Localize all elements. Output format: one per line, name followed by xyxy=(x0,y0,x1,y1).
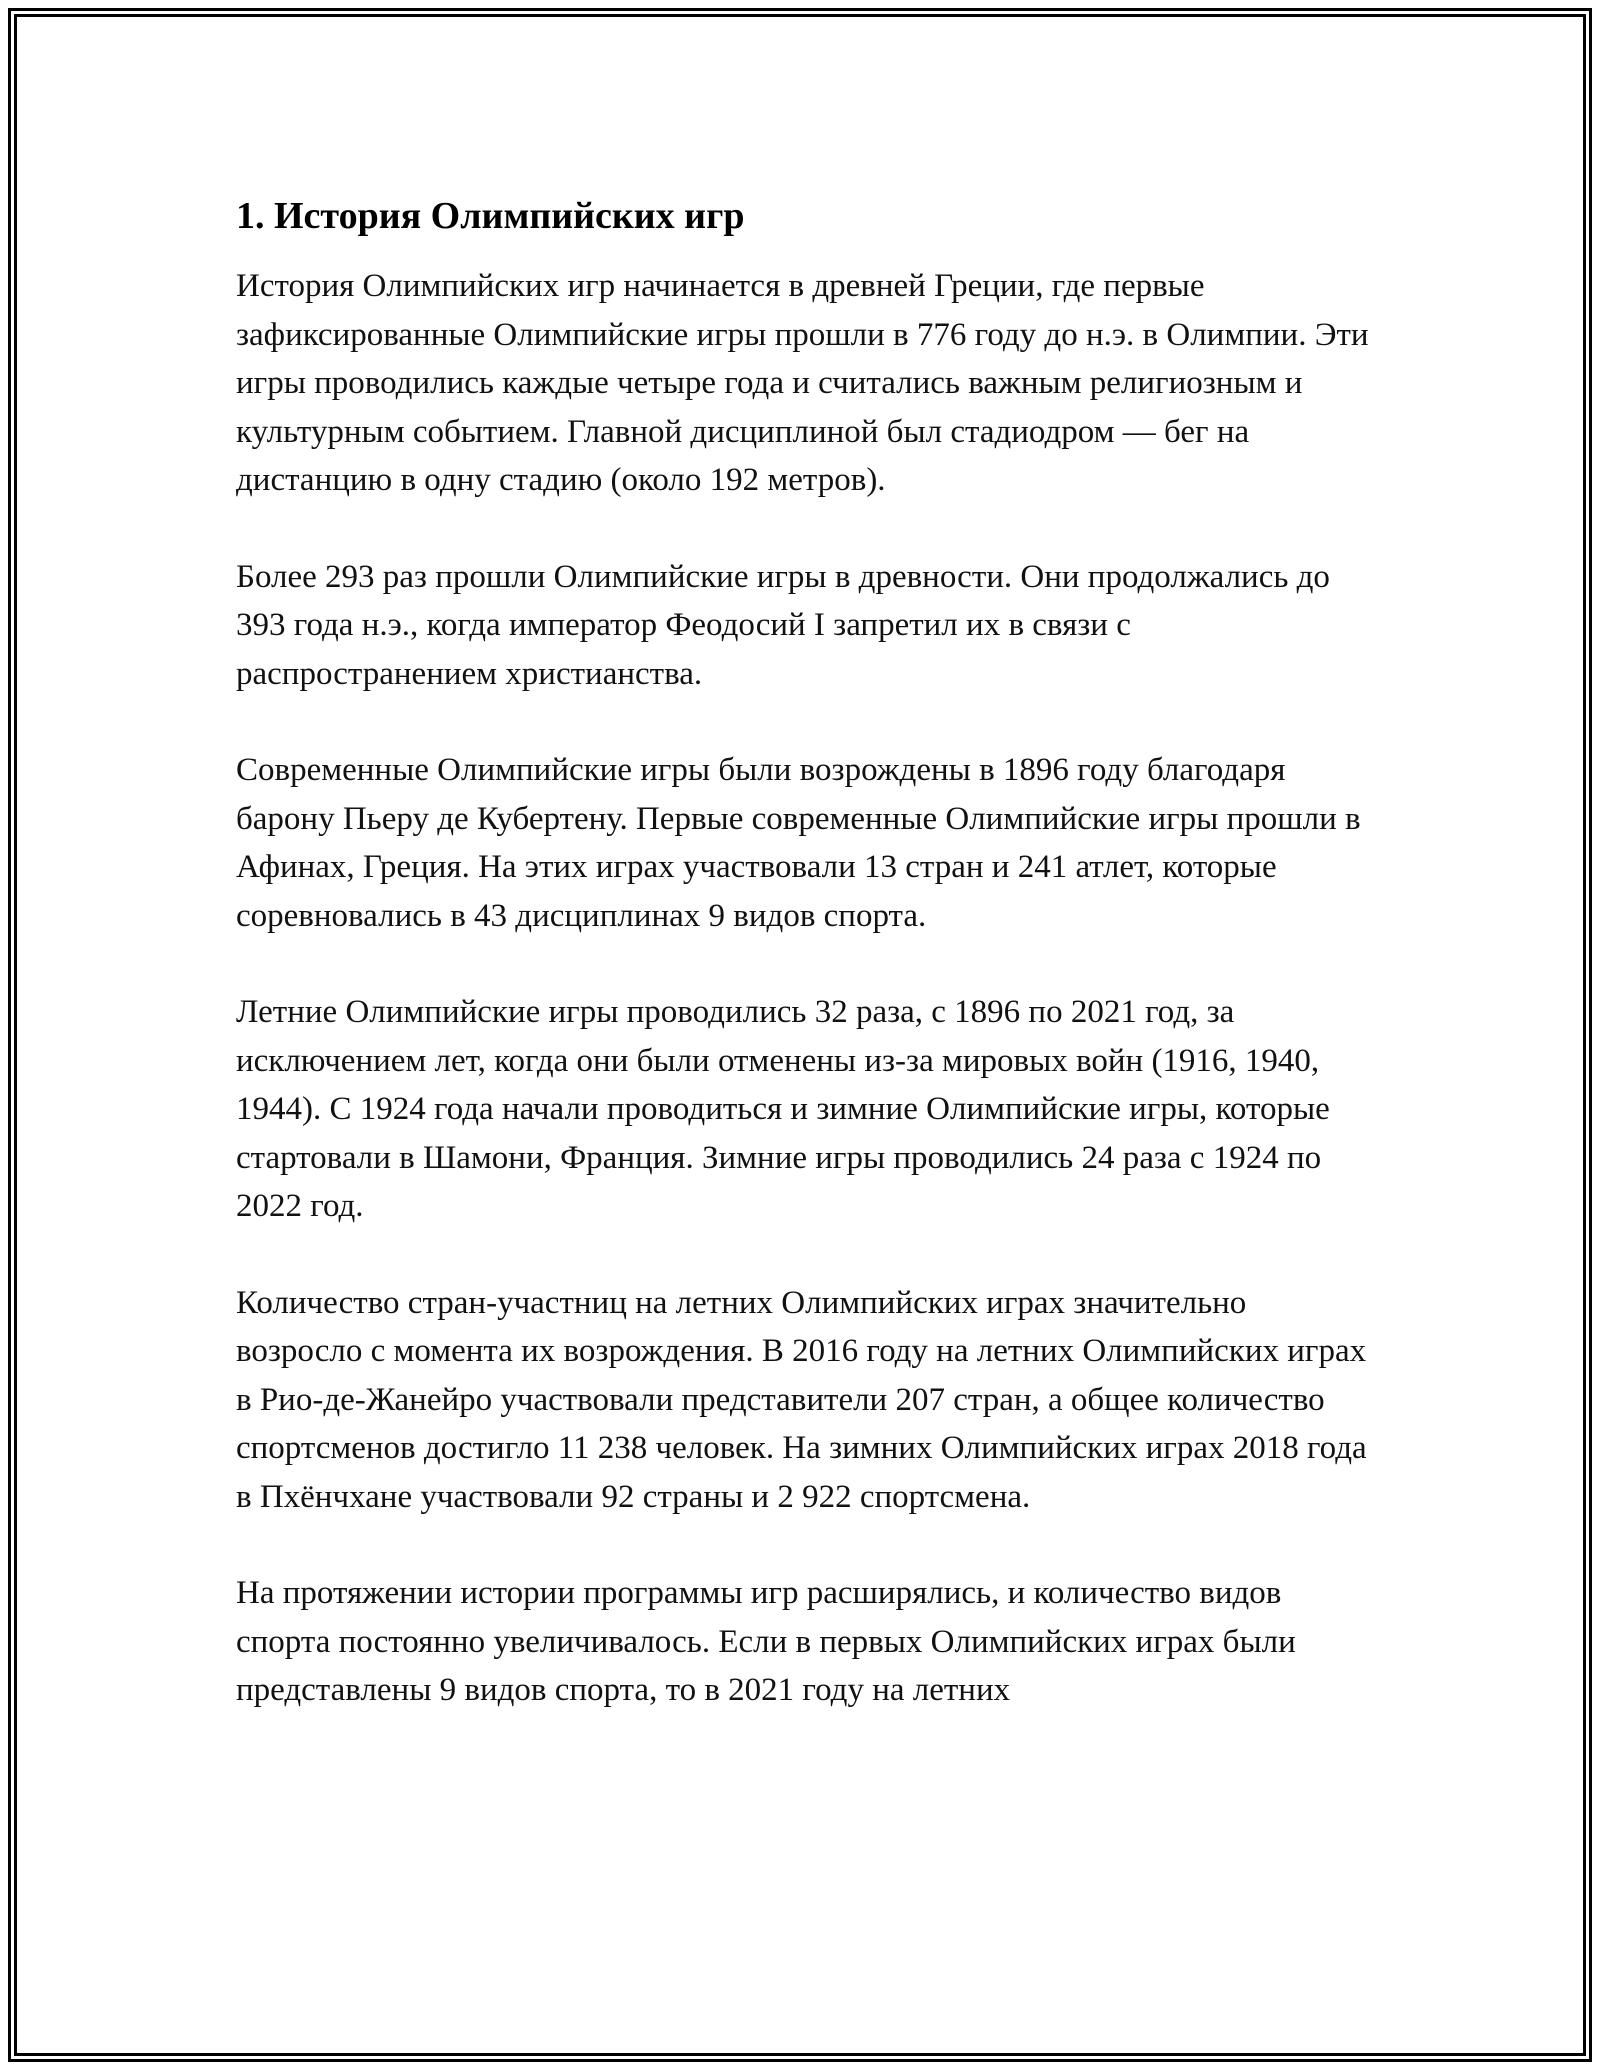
paragraph-participating-countries: Количество стран-участниц на летних Олимпийских играх значительно возросло с момента их возрождения. В 2016 году на летних Олимпийских играх в Рио-де-Жанейро участвовали представители 207 стран, а общее количество спортсменов достигло 11 238 человек. На зимних Олимпийских играх 2018 года в Пхёнчхане участвовали 92 страны и 2 922 спортсмена. xyxy=(236,1284,1367,1515)
paragraph-ancient-end: Более 293 раз прошли Олимпийские игры в древности. Они продолжались до 393 года н.э., когда император Феодосий I запретил их в связи с распространением христианства. xyxy=(236,558,1330,692)
paragraph-summer-winter-games: Летние Олимпийские игры проводились 32 раза, с 1896 по 2021 год, за исключением лет, когда они были отменены из-за мировых войн (1916, 1940, 1944). С 1924 года начали проводиться и зимние Олимпийские игры, которые стартовали в Шамони, Франция. Зимние игры проводились 24 раза с 1924 по 2022 год. xyxy=(236,994,1330,1224)
document-body xyxy=(236,180,1376,1763)
section-heading: 1. История Олимпийских игр xyxy=(236,195,745,237)
paragraph-program-expansion: На протяжении истории программы игр расширялись, и количество видов спорта постоянно увеличивалось. Если в первых Олимпийских играх были представлены 9 видов спорта, то в 2021 году на летних xyxy=(236,1575,1296,1708)
paragraph-modern-revival: Современные Олимпийские игры были возрождены в 1896 году благодаря барону Пьеру де Кубертену. Первые современные Олимпийские игры прошли в Афинах, Греция. На этих играх участвовали 13 стран и 241 атлет, которые соревновались в 43 дисциплинах 9 видов спорта. xyxy=(236,752,1361,934)
paragraph-ancient-origins: История Олимпийских игр начинается в древней Греции, где первые зафиксированные Олимпийские игры прошли в 776 году до н.э. в Олимпии. Эти игры проводились каждые четыре года и считались важным религиозным и культурным событием. Главной дисциплиной был стадиодром — бег на дистанцию в одну стадию (около 192 метров). xyxy=(236,268,1369,498)
